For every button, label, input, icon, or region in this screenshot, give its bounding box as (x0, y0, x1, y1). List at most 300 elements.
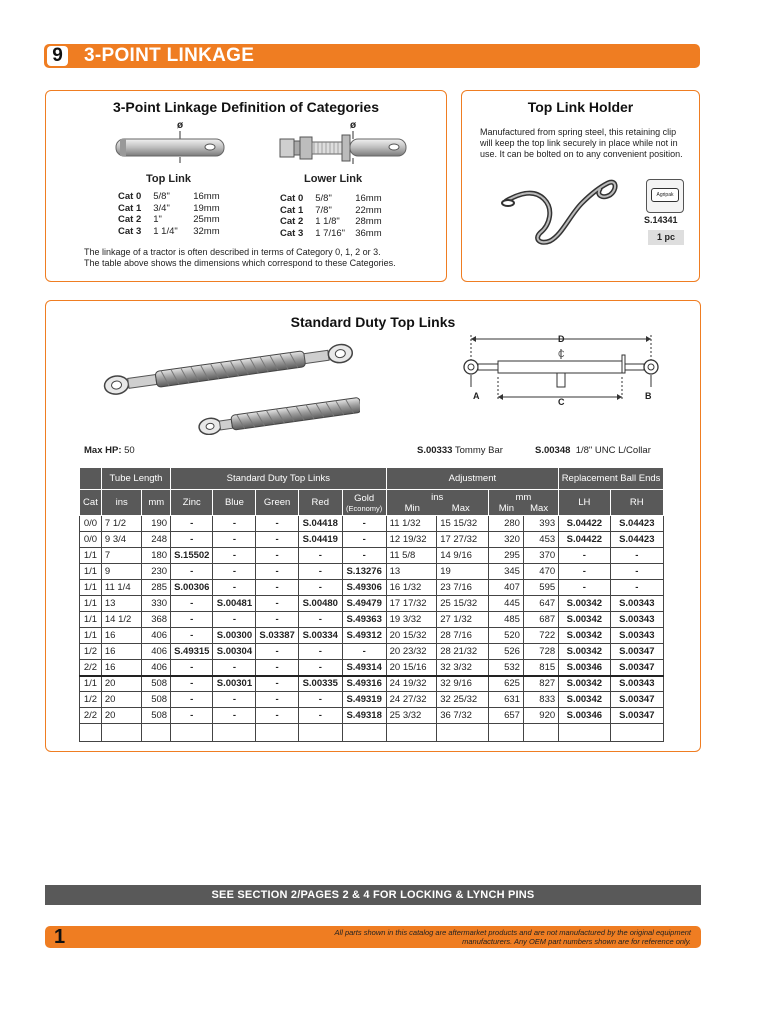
cell-ins: 16 (101, 644, 142, 660)
cell-green: - (256, 612, 298, 628)
table-row (80, 516, 664, 532)
table-row (80, 660, 664, 676)
holder-description: Manufactured from spring steel, this retaining clip will keep the top link securely in place while not in use. It can be bolted on to any convenient position. (480, 127, 683, 159)
cell-adj-mm-max: 728 (523, 644, 558, 660)
header-tube-length: Tube Length (101, 468, 170, 490)
header-mm-max: Max (530, 502, 549, 514)
cell-adj-mm-min: 295 (488, 548, 523, 564)
cell-mm: 330 (142, 596, 171, 612)
category-mm: 36mm (355, 227, 382, 239)
cell-adj-mm-min: 345 (488, 564, 523, 580)
cell-zinc: - (171, 516, 213, 532)
dimension-label-c: C (558, 397, 565, 407)
cell-adj-ins-max: 25 15/32 (437, 596, 489, 612)
cell-adj-ins-max: 14 9/16 (437, 548, 489, 564)
cell-adj-mm-min: 320 (488, 532, 523, 548)
cell-zinc: S.49315 (171, 644, 213, 660)
cell-adj-ins-max: 15 15/32 (437, 516, 489, 532)
cell-green: - (256, 548, 298, 564)
cell-adj-mm-min: 625 (488, 676, 523, 692)
cell-ball-rh: S.00343 (610, 628, 663, 644)
category-ins: 1" (153, 214, 162, 225)
cell-ball-rh: - (610, 564, 663, 580)
cell-green: - (256, 708, 298, 724)
cell-ins: 7 (101, 548, 142, 564)
cell-zinc: S.00306 (171, 580, 213, 596)
cell-ball-lh: S.00346 (559, 660, 610, 676)
cell-green: - (256, 580, 298, 596)
spacer-cell (386, 724, 437, 742)
cell-ball-lh: S.00342 (559, 596, 610, 612)
cell-adj-ins-min: 20 23/32 (386, 644, 437, 660)
cell-ball-lh: S.00342 (559, 644, 610, 660)
cell-red: S.04419 (298, 532, 342, 548)
cell-zinc: - (171, 612, 213, 628)
cell-adj-mm-max: 815 (523, 660, 558, 676)
dimension-label-d: D (558, 334, 565, 344)
cell-adj-mm-max: 833 (523, 692, 558, 708)
header-adj-ins-label: ins (431, 491, 444, 503)
cell-blue: - (213, 660, 256, 676)
categories-description-line: The table above shows the dimensions which correspond to these Categories. (84, 258, 396, 268)
category-ins: 3/4" (153, 202, 170, 214)
category-ins: 7/8" (315, 204, 332, 216)
header-mm-min: Min (498, 502, 515, 514)
cell-ball-rh: S.00347 (610, 708, 663, 724)
category-ins: 1 1/4" (153, 225, 178, 237)
category-name: Cat 1 (118, 202, 142, 214)
cell-gold: - (342, 548, 386, 564)
category-name: Cat 1 (280, 204, 304, 216)
table-row (80, 548, 664, 564)
header-rh: RH (610, 490, 663, 516)
cell-mm: 248 (142, 532, 171, 548)
cell-ins: 16 (101, 660, 142, 676)
cell-red: - (298, 692, 342, 708)
category-row (278, 216, 384, 228)
cell-gold: - (342, 644, 386, 660)
cell-blue: S.00300 (213, 628, 256, 644)
cell-mm: 180 (142, 548, 171, 564)
cell-green: - (256, 692, 298, 708)
cell-blue: - (213, 516, 256, 532)
cell-adj-mm-max: 370 (523, 548, 558, 564)
cell-ball-lh: S.04422 (559, 532, 610, 548)
category-mm: 16mm (355, 193, 382, 204)
table-row (80, 644, 664, 660)
spacer-cell (80, 724, 102, 742)
cell-mm: 285 (142, 580, 171, 596)
cell-adj-mm-max: 453 (523, 532, 558, 548)
cell-ins: 16 (101, 628, 142, 644)
cell-blue: - (213, 564, 256, 580)
cell-ball-rh: S.00343 (610, 676, 663, 692)
cell-red: S.00334 (298, 628, 342, 644)
agripak-logo: Agripak (651, 188, 679, 202)
cell-mm: 406 (142, 644, 171, 660)
page-number: 1 (54, 926, 66, 948)
collar-accessory (535, 445, 651, 456)
cell-red: S.00480 (298, 596, 342, 612)
cell-red: - (298, 548, 342, 564)
cell-blue: S.00301 (213, 676, 256, 692)
cell-blue: S.00481 (213, 596, 256, 612)
cell-green: - (256, 596, 298, 612)
categories-panel (45, 90, 447, 282)
cell-adj-ins-max: 36 7/32 (437, 708, 489, 724)
lower-link-category-table (278, 193, 384, 239)
cell-zinc: - (171, 692, 213, 708)
cell-adj-ins-min: 20 15/32 (386, 628, 437, 644)
cell-ball-rh: S.04423 (610, 532, 663, 548)
cell-adj-ins-min: 12 19/32 (386, 532, 437, 548)
category-row (278, 228, 384, 240)
cell-mm: 190 (142, 516, 171, 532)
cell-adj-ins-min: 24 19/32 (386, 676, 437, 692)
cell-blue: - (213, 692, 256, 708)
header-green: Green (256, 490, 298, 516)
cell-gold: S.49479 (342, 596, 386, 612)
cell-adj-ins-max: 27 1/32 (437, 612, 489, 628)
header-replacement-ball-ends: Replacement Ball Ends (559, 468, 664, 490)
cell-ball-lh: - (559, 580, 610, 596)
disclaimer: All parts shown in this catalog are aftermarket products and are not manufactured by the original equipment manufacturers. Any OEM part numbers shown are for reference only. (334, 928, 691, 946)
cell-blue: - (213, 708, 256, 724)
cell-adj-mm-min: 526 (488, 644, 523, 660)
agripak-bag-image (646, 179, 684, 213)
top-link-pin-image (110, 131, 230, 165)
category-name: Cat 0 (280, 193, 304, 204)
cell-adj-mm-min: 407 (488, 580, 523, 596)
cell-zinc: - (171, 676, 213, 692)
cell-mm: 508 (142, 708, 171, 724)
cell-adj-ins-max: 28 21/32 (437, 644, 489, 660)
tommy-bar-label: Tommy Bar (454, 445, 503, 456)
lower-link-label: Lower Link (304, 173, 363, 185)
cell-adj-mm-max: 920 (523, 708, 558, 724)
top-link-category-table (116, 191, 222, 237)
cell-cat: 1/1 (80, 676, 102, 692)
spacer-cell (171, 724, 213, 742)
dimension-label-a: A (473, 391, 480, 401)
cell-blue: - (213, 580, 256, 596)
cell-adj-mm-min: 280 (488, 516, 523, 532)
table-row (80, 580, 664, 596)
category-ins: 1 7/16" (315, 227, 346, 239)
cell-green: - (256, 564, 298, 580)
cell-ins: 9 3/4 (101, 532, 142, 548)
cell-zinc: S.15502 (171, 548, 213, 564)
cell-adj-mm-max: 595 (523, 580, 558, 596)
cell-adj-mm-min: 532 (488, 660, 523, 676)
cell-adj-ins-max: 32 9/16 (437, 676, 489, 692)
lower-link-diameter-label: ø (350, 120, 357, 131)
cell-gold: S.49316 (342, 676, 386, 692)
cell-red: - (298, 564, 342, 580)
header-standard-duty: Standard Duty Top Links (171, 468, 387, 490)
top-link-dimension-diagram (461, 331, 671, 411)
header-adj-mm (488, 490, 558, 516)
category-row (116, 191, 222, 203)
cell-gold: S.49314 (342, 660, 386, 676)
header-zinc: Zinc (171, 490, 213, 516)
cell-ball-rh: S.00347 (610, 660, 663, 676)
header-lh: LH (559, 490, 610, 516)
cell-zinc: - (171, 708, 213, 724)
tommy-bar-accessory (417, 445, 503, 456)
cell-ball-rh: - (610, 580, 663, 596)
category-name: Cat 2 (118, 214, 142, 225)
cell-mm: 406 (142, 628, 171, 644)
spacer-cell (142, 724, 171, 742)
header-adj-mm-label: mm (515, 491, 532, 503)
spacer-cell (610, 724, 663, 742)
max-hp-label: Max HP: (84, 445, 122, 456)
cell-cat: 0/0 (80, 532, 102, 548)
tommy-bar-code: S.00333 (417, 445, 453, 456)
cell-adj-ins-min: 11 5/8 (386, 548, 437, 564)
header-max: Max (451, 502, 470, 514)
spacer-cell (488, 724, 523, 742)
header-adj-ins (386, 490, 488, 516)
cell-gold: - (342, 532, 386, 548)
cell-cat: 1/2 (80, 644, 102, 660)
page-footer (45, 926, 701, 948)
category-mm: 28mm (355, 216, 382, 227)
top-link-diameter-label: ø (177, 120, 184, 131)
cell-green: - (256, 676, 298, 692)
category-row (116, 203, 222, 215)
header-gold (342, 490, 386, 516)
category-row (278, 193, 384, 205)
cell-adj-ins-min: 13 (386, 564, 437, 580)
category-mm: 19mm (193, 202, 220, 214)
spacer-cell (256, 724, 298, 742)
header-adjustment: Adjustment (386, 468, 559, 490)
table-row (80, 628, 664, 644)
cell-cat: 2/2 (80, 660, 102, 676)
table-row (80, 676, 664, 692)
spacer-cell (101, 724, 142, 742)
dimension-label-b: B (645, 391, 652, 401)
spacer-cell (342, 724, 386, 742)
header-ins: ins (101, 490, 142, 516)
cell-adj-ins-min: 25 3/32 (386, 708, 437, 724)
header-mm: mm (142, 490, 171, 516)
cell-cat: 1/1 (80, 612, 102, 628)
categories-description (84, 247, 444, 269)
category-mm: 25mm (193, 214, 220, 225)
categories-title: 3-Point Linkage Definition of Categories (112, 99, 380, 115)
cell-adj-ins-min: 20 15/16 (386, 660, 437, 676)
top-links-product-image (100, 335, 360, 435)
cell-adj-ins-max: 19 (437, 564, 489, 580)
cell-cat: 1/1 (80, 564, 102, 580)
cell-adj-mm-max: 393 (523, 516, 558, 532)
cell-ins: 9 (101, 564, 142, 580)
categories-description-line: The linkage of a tractor is often described in terms of Category 0, 1, 2 or 3. (84, 247, 381, 257)
cell-adj-ins-max: 32 25/32 (437, 692, 489, 708)
category-name: Cat 2 (280, 216, 304, 227)
cell-adj-mm-max: 827 (523, 676, 558, 692)
top-links-title: Standard Duty Top Links (290, 314, 456, 330)
page-title: 3-POINT LINKAGE (84, 45, 255, 66)
top-links-panel (45, 300, 701, 752)
cell-gold: S.49319 (342, 692, 386, 708)
max-hp (84, 445, 135, 456)
spacer-cell (559, 724, 610, 742)
cell-gold: S.49312 (342, 628, 386, 644)
cell-adj-mm-max: 647 (523, 596, 558, 612)
spacer-cell (523, 724, 558, 742)
cell-ball-lh: S.00342 (559, 676, 610, 692)
category-row (278, 205, 384, 217)
section-number: 9 (47, 46, 68, 66)
cell-cat: 1/1 (80, 628, 102, 644)
cell-ball-rh: - (610, 548, 663, 564)
cell-ins: 7 1/2 (101, 516, 142, 532)
cell-red: S.04418 (298, 516, 342, 532)
top-links-table (79, 467, 664, 742)
cell-ball-rh: S.04423 (610, 516, 663, 532)
cell-adj-ins-min: 19 3/32 (386, 612, 437, 628)
cell-blue: S.00304 (213, 644, 256, 660)
cell-zinc: - (171, 660, 213, 676)
header-gold-sub: (Economy) (346, 503, 383, 513)
cell-adj-ins-max: 17 27/32 (437, 532, 489, 548)
collar-label: 1/8" UNC L/Collar (575, 445, 651, 456)
cell-ball-lh: - (559, 564, 610, 580)
cell-adj-mm-max: 470 (523, 564, 558, 580)
cell-adj-ins-max: 23 7/16 (437, 580, 489, 596)
table-row (80, 596, 664, 612)
cell-ball-lh: - (559, 548, 610, 564)
header-gold-label: Gold (354, 492, 375, 504)
cell-cat: 1/1 (80, 580, 102, 596)
collar-code: S.00348 (535, 445, 571, 456)
cell-adj-mm-min: 445 (488, 596, 523, 612)
cell-red: S.00335 (298, 676, 342, 692)
cell-gold: S.49363 (342, 612, 386, 628)
cell-zinc: - (171, 628, 213, 644)
cell-zinc: - (171, 564, 213, 580)
cell-mm: 368 (142, 612, 171, 628)
table-row (80, 708, 664, 724)
table-row (80, 564, 664, 580)
cell-ins: 20 (101, 676, 142, 692)
see-section-banner: SEE SECTION 2/PAGES 2 & 4 FOR LOCKING & LYNCH PINS (45, 885, 701, 905)
holder-panel (461, 90, 700, 282)
cell-ball-lh: S.00342 (559, 628, 610, 644)
cell-ball-lh: S.00342 (559, 692, 610, 708)
table-spacer-row (80, 724, 664, 742)
cell-cat: 2/2 (80, 708, 102, 724)
holder-clip-image (500, 175, 620, 255)
category-name: Cat 0 (118, 191, 142, 202)
cell-cat: 1/1 (80, 548, 102, 564)
cell-gold: S.49318 (342, 708, 386, 724)
spacer-cell (298, 724, 342, 742)
spacer-cell (213, 724, 256, 742)
cell-adj-mm-max: 687 (523, 612, 558, 628)
cell-green: - (256, 660, 298, 676)
cell-adj-ins-max: 28 7/16 (437, 628, 489, 644)
cell-cat: 1/1 (80, 596, 102, 612)
cell-adj-ins-min: 16 1/32 (386, 580, 437, 596)
cell-red: - (298, 660, 342, 676)
header-blank (80, 468, 102, 490)
category-ins: 1 1/8" (315, 216, 340, 227)
cell-zinc: - (171, 596, 213, 612)
cell-red: - (298, 580, 342, 596)
header-blue: Blue (213, 490, 256, 516)
spacer-cell (437, 724, 489, 742)
dimension-label-c-mark: C (558, 349, 565, 359)
category-ins: 5/8" (315, 193, 332, 204)
cell-adj-ins-max: 32 3/32 (437, 660, 489, 676)
cell-red: - (298, 708, 342, 724)
top-link-label: Top Link (146, 173, 192, 185)
holder-title: Top Link Holder (527, 99, 634, 115)
cell-gold: S.49306 (342, 580, 386, 596)
cell-adj-ins-min: 17 17/32 (386, 596, 437, 612)
header-cat: Cat (80, 490, 102, 516)
cell-gold: - (342, 516, 386, 532)
cell-green: S.03387 (256, 628, 298, 644)
category-mm: 32mm (193, 225, 220, 237)
holder-part-number: S.14341 (644, 215, 678, 225)
cell-zinc: - (171, 532, 213, 548)
category-row (116, 214, 222, 226)
cell-gold: S.13276 (342, 564, 386, 580)
cell-adj-ins-min: 24 27/32 (386, 692, 437, 708)
category-mm: 16mm (193, 191, 220, 202)
cell-ball-lh: S.00342 (559, 612, 610, 628)
cell-blue: - (213, 548, 256, 564)
cell-blue: - (213, 532, 256, 548)
table-row (80, 532, 664, 548)
cell-ball-rh: S.00343 (610, 612, 663, 628)
cell-ball-rh: S.00347 (610, 692, 663, 708)
cell-ball-lh: S.04422 (559, 516, 610, 532)
category-name: Cat 3 (280, 227, 304, 239)
cell-ins: 11 1/4 (101, 580, 142, 596)
cell-ins: 14 1/2 (101, 612, 142, 628)
cell-adj-ins-min: 11 1/32 (386, 516, 437, 532)
category-ins: 5/8" (153, 191, 170, 202)
cell-mm: 508 (142, 676, 171, 692)
lower-link-pin-image (278, 131, 410, 165)
cell-ball-lh: S.00346 (559, 708, 610, 724)
cell-adj-mm-max: 722 (523, 628, 558, 644)
cell-ball-rh: S.00347 (610, 644, 663, 660)
cell-red: - (298, 612, 342, 628)
cell-adj-mm-min: 520 (488, 628, 523, 644)
cell-green: - (256, 532, 298, 548)
cell-blue: - (213, 612, 256, 628)
cell-adj-mm-min: 631 (488, 692, 523, 708)
cell-cat: 0/0 (80, 516, 102, 532)
table-row (80, 692, 664, 708)
header-min: Min (404, 502, 420, 514)
header-red: Red (298, 490, 342, 516)
cell-green: - (256, 516, 298, 532)
holder-quantity-badge: 1 pc (648, 230, 684, 245)
cell-adj-mm-min: 657 (488, 708, 523, 724)
cell-mm: 508 (142, 692, 171, 708)
cell-adj-mm-min: 485 (488, 612, 523, 628)
max-hp-value: 50 (124, 445, 135, 456)
